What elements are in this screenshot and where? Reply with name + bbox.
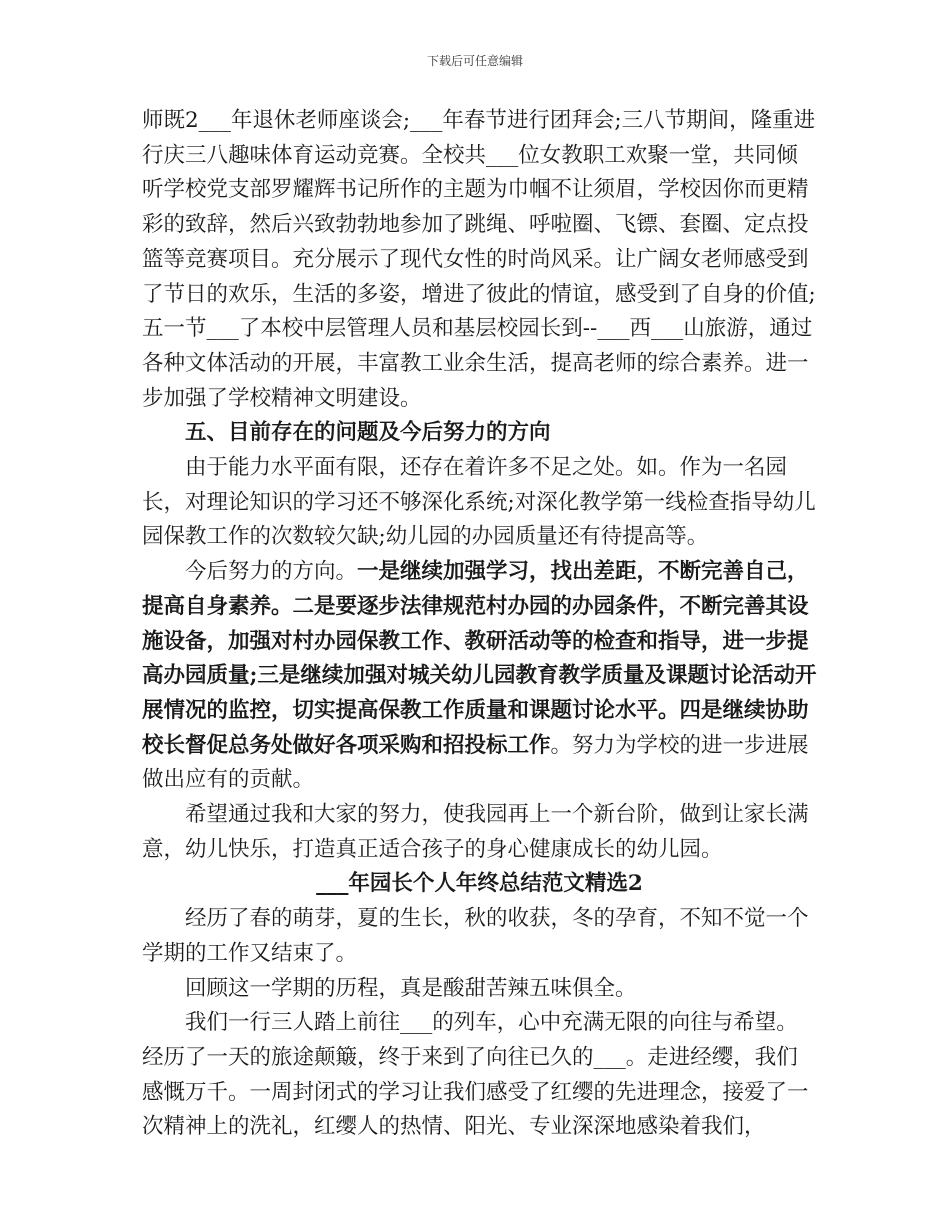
paragraph-future-direction xyxy=(142,555,817,798)
page-header: 下载后可任意编辑 xyxy=(426,54,523,68)
paragraph-review: 回顾这一学期的历程，真是酸甜苦辣五味俱全。 xyxy=(185,975,637,1001)
paragraph-journey: 我们一行三人踏上前往___的列车，心中充满无限的向往与希望。经历了一天的旅途颠簸，终于来到了向往已久的___。走进经缨，我们感慨万千。一周封闭式的学习让我们感受了红缨的先进理念，接爱了一次精神上的洗礼，红缨人的热情、阳光、专业深深地感染着我们， xyxy=(142,1010,809,1140)
paragraph-activities: 师既2___年退休老师座谈会;___年春节进行团拜会;三八节期间，隆重进行庆三八趣味体育运动竞赛。全校共___位女教职工欢聚一堂，共同倾听学校党支部罗耀辉书记所作的主题为巾帼不让须眉，学校因你而更精彩的致辞，然后兴致勃勃地参加了跳绳、呼啦圈、飞镖、套圈、定点投篮等竞赛项目。充分展示了现代女性的时尚风采。让广阔女老师感受到了节日的欢乐，生活的多姿，增进了彼此的情谊，感受到了自身的价值;五一节___了本校中层管理人员和基层校园长到--___西___山旅游，通过各种文体活动的开展，丰富教工业余生活，提高老师的综合素养。进一步加强了学校精神文明建设。 xyxy=(142,108,816,411)
paragraph-hope: 希望通过我和大家的努力，使我园再上一个新台阶，做到让家长满意，幼儿快乐，打造真正适合孩子的身心健康成长的幼儿园。 xyxy=(142,802,809,862)
section-heading-problems: 五、目前存在的问题及今后努力的方向 xyxy=(185,420,551,446)
future-direction-tail: 。努力为学校的进一步进展做出应有的贡献。 xyxy=(142,732,809,793)
document-title-2: ___年园长个人年终总结范文精选2 xyxy=(316,871,643,897)
document-body xyxy=(142,104,817,1145)
paragraph-shortcomings: 由于能力水平面有限，还存在着许多不足之处。如。作为一名园长，对理论知识的学习还不够深化系统;对深化教学第一线检查指导幼儿园保教工作的次数较欠缺;幼儿园的办园质量还有待提高等。 xyxy=(142,455,816,550)
future-direction-goals: 一是继续加强学习，找出差距，不断完善自己，提高自身素养。二是要逐步法律规范村办园的办园条件，不断完善其设施设备，加强对村办园保教工作、教研活动等的检查和指导，进一步提高办园质量;三是继续加强对城关幼儿园教育教学质量及课题讨论活动开展情况的监控，切实提高保教工作质量和课题讨论水平。四是继续协助校长督促总务处做好各项采购和招投标工作 xyxy=(142,559,817,758)
future-direction-lead: 今后努力的方向。 xyxy=(185,559,358,585)
paragraph-seasons: 经历了春的萌芽，夏的生长，秋的收获，冬的孕育，不知不觉一个学期的工作又结束了。 xyxy=(142,906,809,966)
